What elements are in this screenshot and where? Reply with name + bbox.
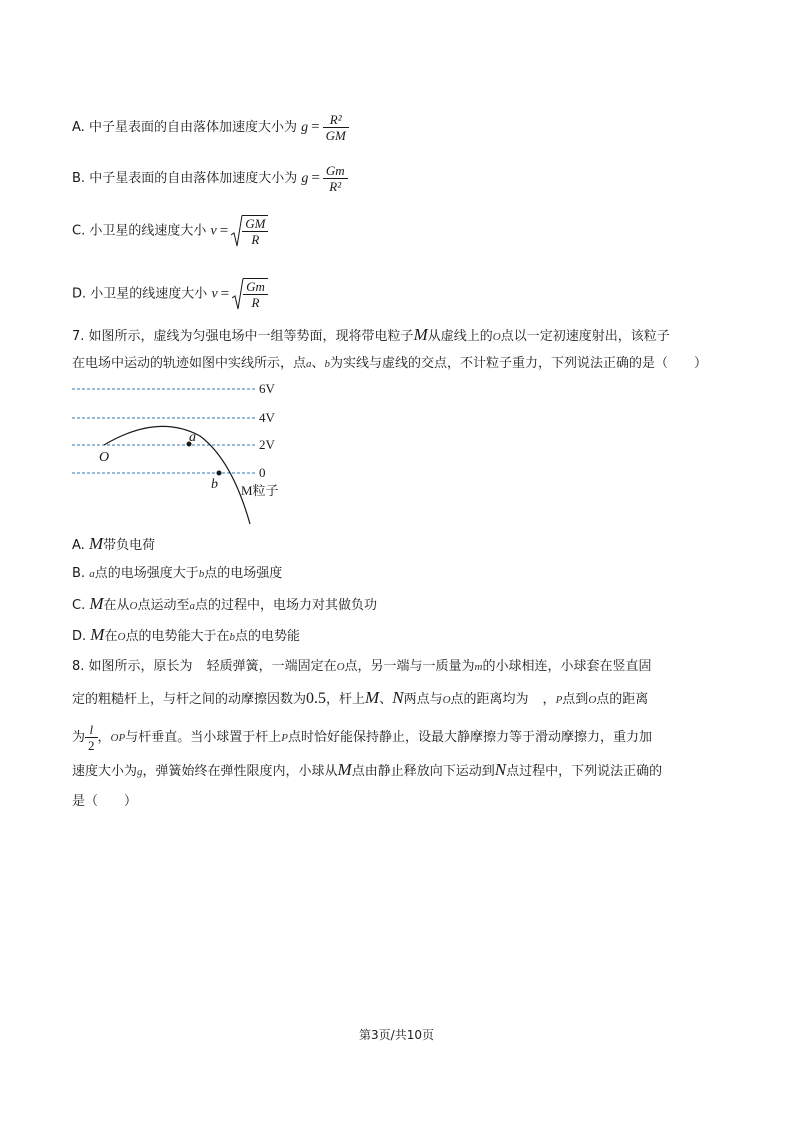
level-label-2v: 2V: [259, 437, 275, 452]
level-label-4v: 4V: [259, 410, 275, 425]
level-label-0v: 0: [259, 465, 266, 480]
particle-trajectory: [104, 426, 250, 524]
label-particle: M粒子: [241, 483, 279, 498]
q7-option-c: C. M在从O点运动至a点的过程中，电场力对其做负功: [72, 594, 378, 613]
q7-option-a: A. M带负电荷: [72, 534, 156, 553]
point-b: [217, 471, 222, 476]
q8-stem-line3: 为 $\frac{l}{2}$ ，OP与杆垂直。当小球置于杆上P点时恰好能保持静止，设最大静摩擦力等于滑动摩擦力，重力加: [72, 722, 652, 753]
label-o: O: [99, 450, 110, 465]
label-b: b: [211, 477, 218, 492]
q7-option-b: B. a点的电场强度大于b点的电场强度: [72, 566, 283, 581]
page-footer: 第3页/共10页: [359, 1028, 434, 1042]
label-a: a: [189, 430, 196, 445]
fraction: $\frac{Gm}{\text{R²}}$: [323, 163, 348, 194]
option-6c: C. 小卫星的线速度大小 v = $\frac{GM}{R}$: [72, 215, 268, 247]
fraction: $\frac{\text{R²}}{GM}$: [323, 112, 349, 143]
q8-stem-line5: 是（ ）: [72, 794, 138, 809]
fraction-l-over-2: $\frac{l}{2}$: [85, 722, 98, 753]
square-root: $\frac{GM}{R}$: [231, 215, 268, 247]
q7-option-d: D. M在O点的电势能大于在b点的电势能: [72, 625, 300, 644]
q8-stem-line4: 速度大小为g，弹簧始终在弹性限度内，小球从M点由静止释放向下运动到N点过程中，下列说法正确的: [72, 760, 663, 779]
q7-stem-line1: 7. 如图所示，虚线为匀强电场中一组等势面，现将带电粒子M从虚线上的O点以一定初速度射出，该粒子: [72, 325, 670, 344]
equipotential-figure: [70, 378, 300, 526]
q8-stem-line2: 定的粗糙杆上，与杆之间的动摩擦因数为0.5，杆上M、N两点与O点的距离均为 ，P点到O点的距离: [72, 688, 649, 707]
option-6b: B. 中子星表面的自由落体加速度大小为 g = $\frac{Gm}{\text{R²}}$: [72, 163, 348, 194]
option-6a: A. 中子星表面的自由落体加速度大小为 g = $\frac{\text{R²}}{GM}$: [72, 112, 349, 143]
level-label-6v: 6V: [259, 381, 275, 396]
q8-stem-line1: 8. 如图所示，原长为 轻质弹簧，一端固定在O点，另一端与一质量为m的小球相连，小球套在竖直固: [72, 659, 652, 674]
q7-stem-line2: 在电场中运动的轨迹如图中实线所示，点a、b为实线与虚线的交点，不计粒子重力，下列说法正确的是（ ）: [72, 356, 708, 371]
square-root: $\frac{Gm}{R}$: [232, 278, 268, 310]
option-6d: D. 小卫星的线速度大小 v = $\frac{Gm}{R}$: [72, 278, 268, 310]
